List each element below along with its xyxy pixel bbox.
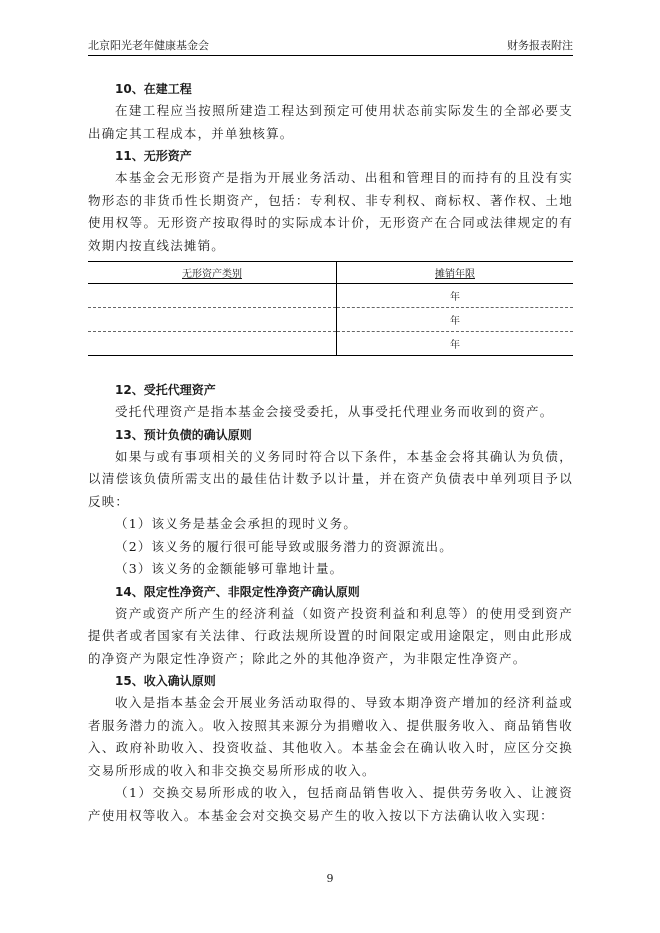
section-heading: 15、收入确认原则 xyxy=(115,674,216,688)
spacer xyxy=(88,356,573,379)
amortization-table xyxy=(88,261,573,356)
section-heading: 14、限定性净资产、非限定性净资产确认原则 xyxy=(115,584,360,599)
section-heading: 11、无形资产 xyxy=(115,149,192,163)
table-cell-category xyxy=(88,332,337,356)
table-row xyxy=(88,332,573,356)
list-item: （3）该义务的金额能够可靠地计量。 xyxy=(115,561,344,576)
section-paragraph: 在建工程应当按照所建造工程达到预定可使用状态前实际发生的全部必要支出确定其工程成本，并单独核算。 xyxy=(88,103,573,141)
section-heading: 13、预计负债的确认原则 xyxy=(115,427,252,442)
section-paragraph: 收入是指本基金会开展业务活动取得的、导致本期净资产增加的经济利益或者服务潜力的流入。收入按照其来源分为捐赠收入、提供服务收入、商品销售收入、政府补助收入、投资收益、其他收入。本基金会在确认收入时，应区分交换交易所形成的收入和非交换交易所形成的收入。 xyxy=(88,695,573,778)
table-cell-years: 年 xyxy=(337,308,574,332)
list-item: （1）该义务是基金会承担的现时义务。 xyxy=(115,516,358,531)
table-cell-category xyxy=(88,284,337,308)
table-cell-years: 年 xyxy=(337,332,574,356)
section-heading: 10、在建工程 xyxy=(115,82,192,96)
section-heading: 12、受托代理资产 xyxy=(115,383,216,397)
section-paragraph: 如果与或有事项相关的义务同时符合以下条件，本基金会将其确认为负债，以清偿该负债所需支出的最佳估计数予以计量，并在资产负债表中单列项目予以反映： xyxy=(88,448,573,509)
table-header-years: 摊销年限 xyxy=(337,262,574,284)
table-cell-category xyxy=(88,308,337,332)
header-organization-name: 北京阳光老年健康基金会 xyxy=(88,39,209,52)
section-paragraph: 受托代理资产是指本基金会接受委托，从事受托代理业务而收到的资产。 xyxy=(115,404,554,419)
table-header-row xyxy=(88,262,573,284)
section-paragraph: （1）交换交易所形成的收入，包括商品销售收入、提供劳务收入、让渡资产使用权等收入。本基金会对交换交易产生的收入按以下方法确认收入实现： xyxy=(88,785,573,823)
page-content xyxy=(88,78,573,827)
page-header xyxy=(88,38,573,56)
section-paragraph: 资产或资产所产生的经济利益（如资产投资利益和利息等）的使用受到资产提供者或者国家有关法律、行政法规所设置的时间限定或用途限定，则由此形成的净资产为限定性净资产；除此之外的其他净资产，为非限定性净资产。 xyxy=(88,605,573,666)
section-paragraph: 本基金会无形资产是指为开展业务活动、出租和管理目的而持有的且没有实物形态的非货币性长期资产，包括：专利权、非专利权、商标权、著作权、土地使用权等。无形资产按取得时的实际成本计价，无形资产在合同或法律规定的有效期内按直线法摊销。 xyxy=(88,170,573,253)
list-item: （2）该义务的履行很可能导致或服务潜力的资源流出。 xyxy=(115,538,453,554)
table-row xyxy=(88,308,573,332)
table-row xyxy=(88,284,573,308)
header-document-title: 财务报表附注 xyxy=(507,39,573,52)
table-cell-years: 年 xyxy=(337,284,574,308)
table-header-category: 无形资产类别 xyxy=(88,262,337,284)
page-number: 9 xyxy=(326,872,334,885)
